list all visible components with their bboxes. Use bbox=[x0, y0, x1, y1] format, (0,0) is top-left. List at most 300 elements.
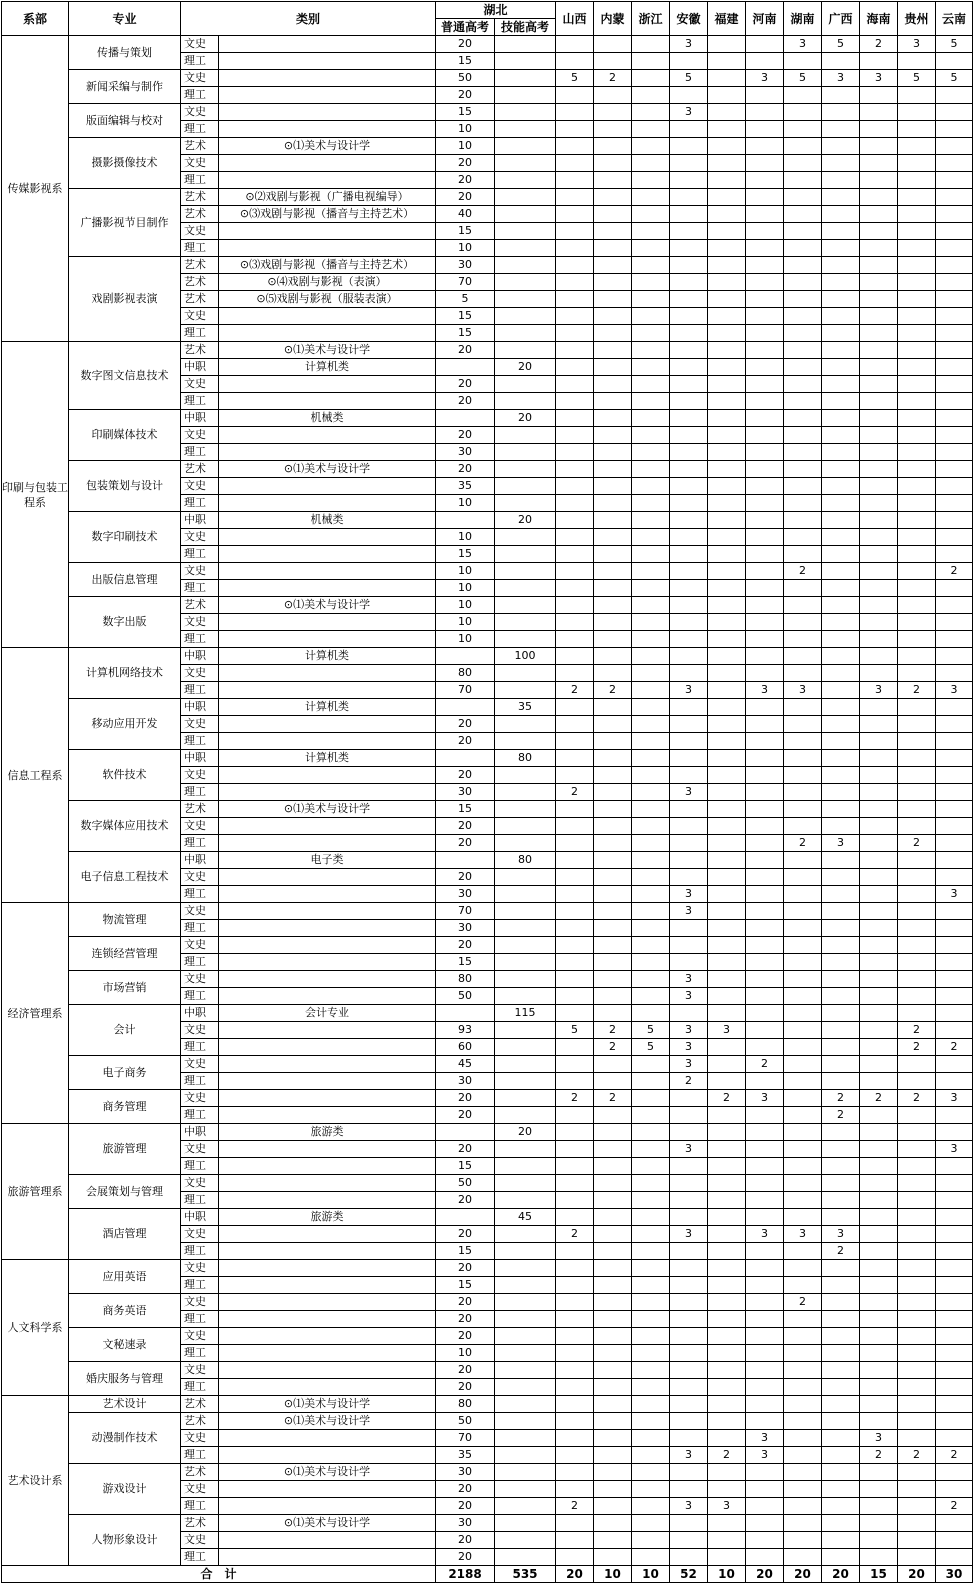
province-quota-cell bbox=[708, 1209, 746, 1226]
province-quota-cell bbox=[746, 1549, 784, 1566]
province-quota-cell bbox=[632, 1481, 670, 1498]
province-quota-cell bbox=[822, 478, 860, 495]
province-quota-cell bbox=[594, 495, 632, 512]
hubei-skill-cell bbox=[495, 257, 556, 274]
province-quota-cell bbox=[708, 189, 746, 206]
province-quota-cell bbox=[746, 1396, 784, 1413]
province-quota-cell bbox=[784, 580, 822, 597]
province-quota-cell bbox=[860, 818, 898, 835]
province-quota-cell bbox=[670, 393, 708, 410]
province-quota-cell bbox=[898, 546, 936, 563]
subject-cell: 旅游类 bbox=[219, 1124, 436, 1141]
province-quota-cell bbox=[632, 104, 670, 121]
province-quota-cell bbox=[822, 1124, 860, 1141]
subject-cell bbox=[219, 172, 436, 189]
province-quota-cell bbox=[632, 223, 670, 240]
hubei-skill-cell bbox=[495, 1413, 556, 1430]
province-quota-cell bbox=[556, 342, 594, 359]
province-quota-cell bbox=[936, 903, 973, 920]
province-quota-cell bbox=[860, 155, 898, 172]
subject-cell: ⊙⑵戏剧与影视（广播电视编导） bbox=[219, 189, 436, 206]
province-quota-cell bbox=[594, 852, 632, 869]
province-quota-cell bbox=[784, 1362, 822, 1379]
type-cell: 文史 bbox=[181, 308, 219, 325]
province-quota-cell bbox=[594, 308, 632, 325]
province-quota-cell bbox=[708, 478, 746, 495]
type-cell: 理工 bbox=[181, 444, 219, 461]
subject-cell bbox=[219, 1277, 436, 1294]
province-quota-cell bbox=[632, 1294, 670, 1311]
province-quota-cell bbox=[670, 427, 708, 444]
province-quota-cell bbox=[822, 410, 860, 427]
hubei-general-cell bbox=[436, 410, 495, 427]
province-quota-cell: 2 bbox=[936, 1447, 973, 1464]
province-quota-cell bbox=[898, 1056, 936, 1073]
province-quota-cell bbox=[860, 971, 898, 988]
hubei-general-cell: 30 bbox=[436, 1515, 495, 1532]
province-quota-cell bbox=[936, 427, 973, 444]
province-quota-cell bbox=[860, 1532, 898, 1549]
province-quota-cell bbox=[784, 631, 822, 648]
province-quota-cell bbox=[746, 495, 784, 512]
subject-cell bbox=[219, 495, 436, 512]
hubei-skill-cell bbox=[495, 801, 556, 818]
table-row bbox=[2, 257, 973, 274]
province-quota-cell bbox=[784, 733, 822, 750]
province-quota-cell: 3 bbox=[670, 1226, 708, 1243]
hubei-skill-cell bbox=[495, 1345, 556, 1362]
province-quota-cell bbox=[936, 189, 973, 206]
province-quota-cell bbox=[708, 410, 746, 427]
province-quota-cell: 3 bbox=[936, 886, 973, 903]
province-quota-cell bbox=[936, 1005, 973, 1022]
header-province: 河南 bbox=[746, 2, 784, 36]
province-quota-cell bbox=[708, 1532, 746, 1549]
province-quota-cell bbox=[708, 1345, 746, 1362]
province-quota-cell bbox=[670, 937, 708, 954]
province-quota-cell bbox=[746, 665, 784, 682]
hubei-general-cell: 30 bbox=[436, 886, 495, 903]
province-quota-cell bbox=[708, 1005, 746, 1022]
province-quota-cell bbox=[556, 36, 594, 53]
hubei-skill-cell bbox=[495, 767, 556, 784]
total-province: 20 bbox=[822, 1566, 860, 1583]
province-quota-cell bbox=[936, 1379, 973, 1396]
province-quota-cell bbox=[822, 903, 860, 920]
subject-cell bbox=[219, 1294, 436, 1311]
province-quota-cell bbox=[898, 342, 936, 359]
province-quota-cell bbox=[784, 886, 822, 903]
province-quota-cell bbox=[784, 1379, 822, 1396]
major-name-cell: 应用英语 bbox=[69, 1260, 181, 1294]
table-row bbox=[2, 1294, 973, 1311]
province-quota-cell: 3 bbox=[670, 682, 708, 699]
province-quota-cell bbox=[936, 104, 973, 121]
subject-cell bbox=[219, 869, 436, 886]
province-quota-cell: 3 bbox=[670, 1447, 708, 1464]
province-quota-cell bbox=[632, 1226, 670, 1243]
province-quota-cell bbox=[556, 580, 594, 597]
province-quota-cell bbox=[632, 1413, 670, 1430]
province-quota-cell bbox=[556, 733, 594, 750]
province-quota-cell bbox=[632, 937, 670, 954]
province-quota-cell bbox=[898, 767, 936, 784]
province-quota-cell bbox=[822, 699, 860, 716]
hubei-skill-cell bbox=[495, 308, 556, 325]
province-quota-cell bbox=[594, 1073, 632, 1090]
major-name-cell: 会计 bbox=[69, 1005, 181, 1056]
province-quota-cell bbox=[784, 359, 822, 376]
province-quota-cell bbox=[898, 257, 936, 274]
major-name-cell: 电子信息工程技术 bbox=[69, 852, 181, 903]
province-quota-cell bbox=[708, 1396, 746, 1413]
province-quota-cell bbox=[898, 376, 936, 393]
province-quota-cell bbox=[860, 784, 898, 801]
province-quota-cell bbox=[822, 138, 860, 155]
table-row bbox=[2, 699, 973, 716]
subject-cell bbox=[219, 1090, 436, 1107]
province-quota-cell bbox=[670, 1158, 708, 1175]
province-quota-cell bbox=[556, 546, 594, 563]
major-name-cell: 物流管理 bbox=[69, 903, 181, 937]
province-quota-cell: 3 bbox=[670, 903, 708, 920]
province-quota-cell bbox=[746, 971, 784, 988]
province-quota-cell bbox=[746, 1243, 784, 1260]
province-quota-cell bbox=[556, 478, 594, 495]
hubei-general-cell: 30 bbox=[436, 784, 495, 801]
province-quota-cell bbox=[746, 308, 784, 325]
province-quota-cell bbox=[708, 444, 746, 461]
province-quota-cell bbox=[556, 886, 594, 903]
hubei-general-cell: 20 bbox=[436, 342, 495, 359]
hubei-general-cell: 45 bbox=[436, 1056, 495, 1073]
major-name-cell: 艺术设计 bbox=[69, 1396, 181, 1413]
province-quota-cell bbox=[860, 563, 898, 580]
province-quota-cell: 5 bbox=[822, 36, 860, 53]
subject-cell: 机械类 bbox=[219, 410, 436, 427]
table-row bbox=[2, 1209, 973, 1226]
table-row bbox=[2, 1328, 973, 1345]
province-quota-cell bbox=[556, 1175, 594, 1192]
province-quota-cell bbox=[822, 801, 860, 818]
subject-cell bbox=[219, 546, 436, 563]
province-quota-cell bbox=[632, 342, 670, 359]
province-quota-cell bbox=[594, 223, 632, 240]
province-quota-cell: 3 bbox=[670, 1498, 708, 1515]
province-quota-cell bbox=[632, 444, 670, 461]
province-quota-cell bbox=[708, 342, 746, 359]
type-cell: 文史 bbox=[181, 36, 219, 53]
hubei-general-cell: 20 bbox=[436, 869, 495, 886]
province-quota-cell bbox=[594, 1175, 632, 1192]
province-quota-cell: 2 bbox=[556, 1498, 594, 1515]
province-quota-cell bbox=[556, 648, 594, 665]
type-cell: 理工 bbox=[181, 784, 219, 801]
subject-cell bbox=[219, 920, 436, 937]
province-quota-cell bbox=[898, 1226, 936, 1243]
hubei-skill-cell bbox=[495, 1549, 556, 1566]
province-quota-cell bbox=[594, 886, 632, 903]
province-quota-cell bbox=[594, 631, 632, 648]
province-quota-cell bbox=[822, 937, 860, 954]
province-quota-cell bbox=[670, 121, 708, 138]
province-quota-cell: 2 bbox=[594, 1022, 632, 1039]
province-quota-cell bbox=[860, 121, 898, 138]
province-quota-cell bbox=[784, 716, 822, 733]
province-quota-cell bbox=[936, 784, 973, 801]
province-quota-cell bbox=[784, 852, 822, 869]
table-row bbox=[2, 903, 973, 920]
type-cell: 理工 bbox=[181, 580, 219, 597]
subject-cell bbox=[219, 1226, 436, 1243]
province-quota-cell: 5 bbox=[556, 70, 594, 87]
enrollment-plan-table bbox=[1, 1, 973, 1583]
hubei-general-cell: 40 bbox=[436, 206, 495, 223]
province-quota-cell bbox=[822, 155, 860, 172]
province-quota-cell bbox=[860, 1277, 898, 1294]
province-quota-cell bbox=[632, 733, 670, 750]
province-quota-cell bbox=[860, 495, 898, 512]
province-quota-cell bbox=[632, 716, 670, 733]
hubei-skill-cell: 100 bbox=[495, 648, 556, 665]
province-quota-cell bbox=[746, 580, 784, 597]
province-quota-cell bbox=[708, 750, 746, 767]
province-quota-cell: 3 bbox=[746, 1447, 784, 1464]
type-cell: 文史 bbox=[181, 1260, 219, 1277]
province-quota-cell bbox=[670, 1277, 708, 1294]
province-quota-cell bbox=[822, 869, 860, 886]
type-cell: 理工 bbox=[181, 1243, 219, 1260]
type-cell: 文史 bbox=[181, 1226, 219, 1243]
province-quota-cell bbox=[670, 512, 708, 529]
total-province: 15 bbox=[860, 1566, 898, 1583]
hubei-skill-cell: 20 bbox=[495, 359, 556, 376]
province-quota-cell bbox=[822, 393, 860, 410]
province-quota-cell: 3 bbox=[670, 1141, 708, 1158]
province-quota-cell bbox=[898, 155, 936, 172]
province-quota-cell bbox=[556, 495, 594, 512]
province-quota-cell bbox=[784, 1039, 822, 1056]
hubei-general-cell: 60 bbox=[436, 1039, 495, 1056]
province-quota-cell bbox=[556, 1209, 594, 1226]
province-quota-cell bbox=[822, 87, 860, 104]
hubei-general-cell: 70 bbox=[436, 903, 495, 920]
province-quota-cell bbox=[708, 886, 746, 903]
province-quota-cell bbox=[936, 342, 973, 359]
province-quota-cell bbox=[556, 869, 594, 886]
province-quota-cell bbox=[936, 155, 973, 172]
table-row bbox=[2, 801, 973, 818]
province-quota-cell bbox=[860, 376, 898, 393]
hubei-skill-cell bbox=[495, 325, 556, 342]
hubei-general-cell: 20 bbox=[436, 818, 495, 835]
province-quota-cell bbox=[708, 869, 746, 886]
province-quota-cell bbox=[936, 87, 973, 104]
province-quota-cell bbox=[936, 1294, 973, 1311]
hubei-skill-cell bbox=[495, 665, 556, 682]
province-quota-cell bbox=[784, 920, 822, 937]
subject-cell bbox=[219, 308, 436, 325]
province-quota-cell bbox=[670, 155, 708, 172]
province-quota-cell bbox=[898, 1396, 936, 1413]
province-quota-cell bbox=[746, 1532, 784, 1549]
province-quota-cell bbox=[594, 818, 632, 835]
province-quota-cell bbox=[936, 648, 973, 665]
province-quota-cell bbox=[784, 53, 822, 70]
subject-cell bbox=[219, 580, 436, 597]
province-quota-cell bbox=[556, 427, 594, 444]
type-cell: 艺术 bbox=[181, 291, 219, 308]
major-name-cell: 包装策划与设计 bbox=[69, 461, 181, 512]
province-quota-cell bbox=[594, 53, 632, 70]
province-quota-cell bbox=[594, 461, 632, 478]
province-quota-cell bbox=[670, 1243, 708, 1260]
province-quota-cell bbox=[822, 1345, 860, 1362]
province-quota-cell bbox=[746, 36, 784, 53]
province-quota-cell bbox=[670, 1294, 708, 1311]
province-quota-cell bbox=[594, 597, 632, 614]
province-quota-cell bbox=[632, 291, 670, 308]
hubei-skill-cell bbox=[495, 240, 556, 257]
header-province: 湖南 bbox=[784, 2, 822, 36]
province-quota-cell bbox=[670, 1328, 708, 1345]
type-cell: 艺术 bbox=[181, 461, 219, 478]
province-quota-cell bbox=[670, 291, 708, 308]
province-quota-cell bbox=[708, 614, 746, 631]
subject-cell: 计算机类 bbox=[219, 699, 436, 716]
province-quota-cell bbox=[708, 665, 746, 682]
province-quota-cell bbox=[860, 614, 898, 631]
province-quota-cell: 2 bbox=[898, 682, 936, 699]
province-quota-cell bbox=[822, 376, 860, 393]
province-quota-cell bbox=[860, 1396, 898, 1413]
province-quota-cell bbox=[670, 189, 708, 206]
province-quota-cell bbox=[898, 1413, 936, 1430]
hubei-general-cell: 50 bbox=[436, 70, 495, 87]
province-quota-cell bbox=[822, 291, 860, 308]
hubei-general-cell: 50 bbox=[436, 1175, 495, 1192]
province-quota-cell bbox=[898, 801, 936, 818]
province-quota-cell bbox=[556, 1158, 594, 1175]
province-quota-cell bbox=[670, 869, 708, 886]
province-quota-cell bbox=[936, 1549, 973, 1566]
province-quota-cell bbox=[822, 53, 860, 70]
province-quota-cell bbox=[860, 325, 898, 342]
type-cell: 文史 bbox=[181, 223, 219, 240]
province-quota-cell bbox=[594, 512, 632, 529]
hubei-general-cell bbox=[436, 1209, 495, 1226]
hubei-skill-cell bbox=[495, 376, 556, 393]
province-quota-cell: 3 bbox=[784, 36, 822, 53]
province-quota-cell bbox=[936, 444, 973, 461]
province-quota-cell bbox=[594, 903, 632, 920]
province-quota-cell bbox=[822, 580, 860, 597]
total-province: 20 bbox=[556, 1566, 594, 1583]
province-quota-cell bbox=[708, 1260, 746, 1277]
hubei-skill-cell bbox=[495, 104, 556, 121]
province-quota-cell bbox=[632, 546, 670, 563]
province-quota-cell bbox=[632, 70, 670, 87]
province-quota-cell bbox=[632, 172, 670, 189]
province-quota-cell bbox=[556, 291, 594, 308]
province-quota-cell bbox=[822, 1260, 860, 1277]
province-quota-cell bbox=[898, 121, 936, 138]
hubei-general-cell: 20 bbox=[436, 36, 495, 53]
hubei-general-cell: 20 bbox=[436, 1328, 495, 1345]
province-quota-cell bbox=[860, 886, 898, 903]
province-quota-cell bbox=[784, 512, 822, 529]
province-quota-cell bbox=[594, 937, 632, 954]
province-quota-cell: 3 bbox=[670, 36, 708, 53]
province-quota-cell bbox=[708, 631, 746, 648]
province-quota-cell bbox=[594, 257, 632, 274]
province-quota-cell bbox=[784, 648, 822, 665]
province-quota-cell bbox=[708, 87, 746, 104]
major-name-cell: 婚庆服务与管理 bbox=[69, 1362, 181, 1396]
hubei-skill-cell bbox=[495, 835, 556, 852]
province-quota-cell bbox=[670, 1090, 708, 1107]
province-quota-cell bbox=[632, 1515, 670, 1532]
province-quota-cell bbox=[670, 597, 708, 614]
table-row bbox=[2, 410, 973, 427]
type-cell: 艺术 bbox=[181, 1396, 219, 1413]
type-cell: 文史 bbox=[181, 1175, 219, 1192]
subject-cell: ⊙⑴美术与设计学 bbox=[219, 461, 436, 478]
province-quota-cell bbox=[556, 563, 594, 580]
province-quota-cell: 2 bbox=[936, 1498, 973, 1515]
hubei-skill-cell bbox=[495, 971, 556, 988]
province-quota-cell bbox=[670, 801, 708, 818]
hubei-general-cell: 80 bbox=[436, 665, 495, 682]
province-quota-cell bbox=[784, 461, 822, 478]
type-cell: 文史 bbox=[181, 563, 219, 580]
province-quota-cell bbox=[632, 325, 670, 342]
province-quota-cell bbox=[746, 223, 784, 240]
province-quota-cell bbox=[670, 223, 708, 240]
province-quota-cell bbox=[860, 172, 898, 189]
province-quota-cell bbox=[936, 1413, 973, 1430]
province-quota-cell bbox=[898, 733, 936, 750]
hubei-skill-cell bbox=[495, 869, 556, 886]
dept-name-cell: 经济管理系 bbox=[2, 903, 69, 1124]
province-quota-cell bbox=[594, 733, 632, 750]
province-quota-cell bbox=[936, 512, 973, 529]
subject-cell bbox=[219, 529, 436, 546]
province-quota-cell bbox=[936, 257, 973, 274]
hubei-general-cell: 20 bbox=[436, 1141, 495, 1158]
type-cell: 理工 bbox=[181, 631, 219, 648]
province-quota-cell bbox=[784, 1498, 822, 1515]
table-footer bbox=[2, 1566, 973, 1583]
province-quota-cell: 5 bbox=[670, 70, 708, 87]
subject-cell bbox=[219, 1430, 436, 1447]
province-quota-cell bbox=[936, 1532, 973, 1549]
province-quota-cell bbox=[822, 648, 860, 665]
province-quota-cell bbox=[594, 478, 632, 495]
province-quota-cell bbox=[784, 954, 822, 971]
province-quota-cell bbox=[860, 189, 898, 206]
province-quota-cell bbox=[860, 835, 898, 852]
province-quota-cell bbox=[860, 138, 898, 155]
total-province: 20 bbox=[746, 1566, 784, 1583]
province-quota-cell bbox=[936, 835, 973, 852]
province-quota-cell bbox=[898, 1362, 936, 1379]
province-quota-cell bbox=[898, 631, 936, 648]
subject-cell: 旅游类 bbox=[219, 1209, 436, 1226]
province-quota-cell bbox=[556, 1107, 594, 1124]
province-quota-cell bbox=[898, 53, 936, 70]
province-quota-cell bbox=[936, 206, 973, 223]
